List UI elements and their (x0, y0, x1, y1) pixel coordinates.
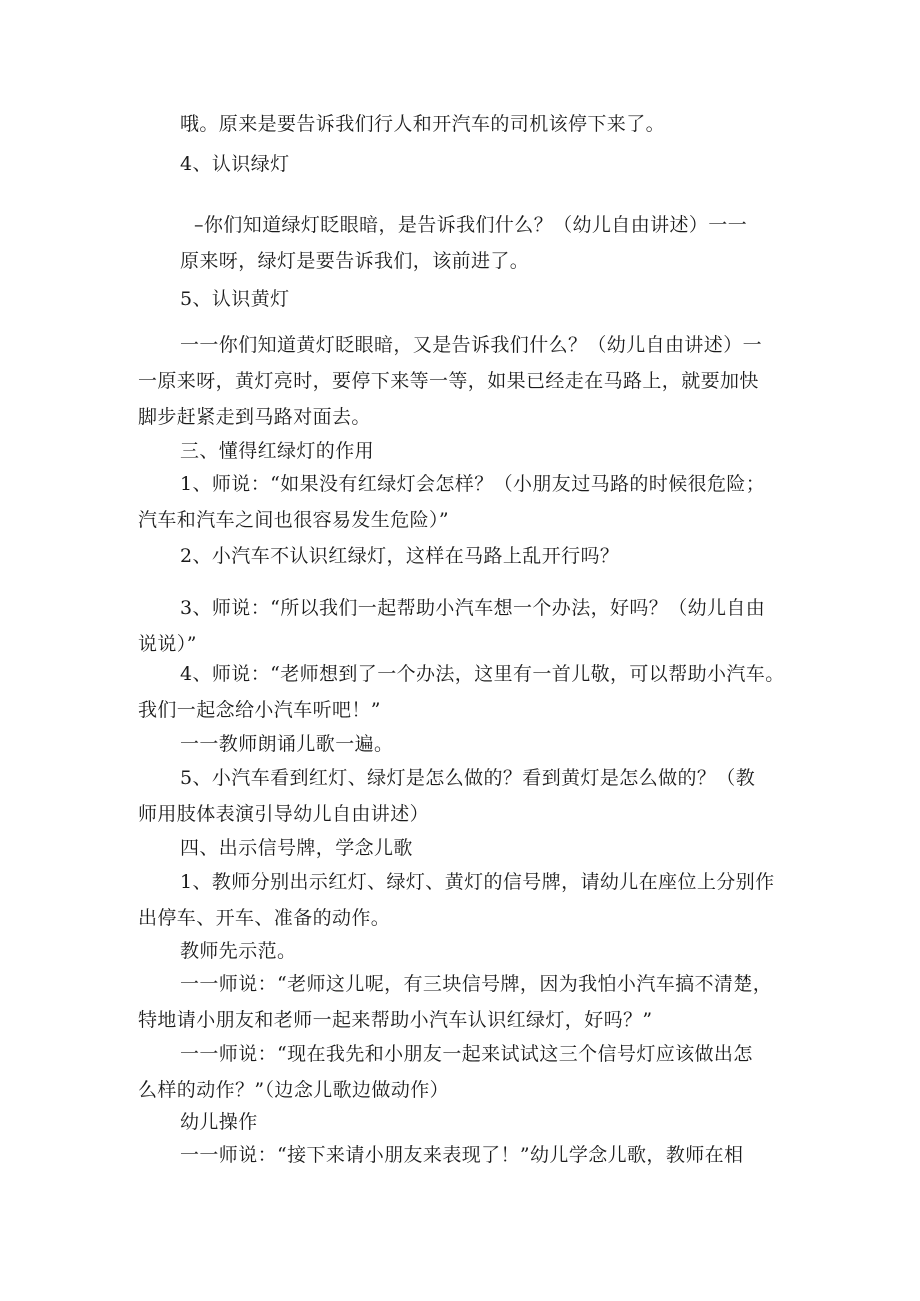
section-heading (138, 146, 790, 182)
section-heading (138, 433, 790, 469)
paragraph (138, 207, 790, 279)
text-line: 出停车、开车、准备的动作。 (138, 907, 391, 929)
section-heading (138, 281, 790, 317)
section-heading (138, 830, 790, 866)
text-line: 4、师说：“老师想到了一个办法，这里有一首儿敬，可以帮助小汽车。 (180, 663, 785, 685)
text-line: 一原来呀，黄灯亮时，要停下来等一等，如果已经走在马路上，就要加快 (138, 370, 759, 392)
text-line: 么样的动作？”（边念儿歌边做动作） (138, 1079, 450, 1101)
text-line: 1、教师分别出示红灯、绿灯、黄灯的信号牌，请幼儿在座位上分别作 (180, 871, 775, 893)
text-line: 教师先示范。 (180, 940, 297, 962)
text-line: 脚步赶紧走到马路对面去。 (138, 406, 371, 428)
text-line: 原来呀，绿灯是要告诉我们，该前进了。 (180, 250, 530, 272)
text-line: 特地请小朋友和老师一起来帮助小汽车认识红绿灯，好吗？” (138, 1009, 653, 1031)
paragraph (138, 933, 790, 969)
text-line: 一一师说：“现在我先和小朋友一起来试试这三个信号灯应该做出怎 (180, 1043, 753, 1065)
paragraph (138, 1036, 790, 1108)
text-line: 一一你们知道黄灯眨眼暗，又是告诉我们什么？（幼儿自由讲述）一 (180, 334, 763, 356)
text-line: 师用肢体表演引导幼儿自由讲述） (138, 803, 430, 825)
paragraph (138, 1137, 790, 1173)
paragraph (138, 864, 790, 936)
text-line: 三、懂得红绿灯的作用 (180, 440, 375, 462)
text-line: 汽车和汽车之间也很容易发生危险）” (138, 509, 450, 531)
paragraph (138, 590, 790, 662)
text-line: 一一师说：“接下来请小朋友来表现了！”幼儿学念儿歌，教师在相 (180, 1144, 744, 1166)
paragraph (138, 966, 790, 1038)
text-line: 我们一起念给小汽车听吧！” (138, 699, 381, 721)
text-line: –你们知道绿灯眨眼暗，是告诉我们什么？（幼儿自由讲述）一一 (194, 214, 748, 236)
paragraph (138, 106, 790, 142)
paragraph (138, 466, 790, 538)
text-line: 四、出示信号牌，学念儿歌 (180, 837, 413, 859)
text-line: 1、师说：“如果没有红绿灯会怎样？（小朋友过马路的时候很危险； (180, 473, 766, 495)
text-line: 5、小汽车看到红灯、绿灯是怎么做的？看到黄灯是怎么做的？（教 (180, 767, 756, 789)
text-line: 4、认识绿灯 (180, 153, 290, 175)
text-line: 说说）” (138, 633, 197, 655)
paragraph (138, 538, 790, 574)
text-line: 2、小汽车不认识红绿灯，这样在马路上乱开行吗？ (180, 545, 620, 567)
text-line: 5、认识黄灯 (180, 288, 290, 310)
text-line: 一一师说：“老师这儿呢，有三块信号牌，因为我怕小汽车搞不清楚， (180, 973, 773, 995)
paragraph (138, 1104, 790, 1140)
text-line: 哦。原来是要告诉我们行人和开汽车的司机该停下来了。 (180, 113, 666, 135)
text-line: 幼儿操作 (180, 1111, 258, 1133)
text-line: 一一教师朗诵儿歌一遍。 (180, 733, 394, 755)
paragraph (138, 760, 790, 832)
paragraph (138, 726, 790, 762)
paragraph (138, 327, 790, 435)
text-line: 3、师说：“所以我们一起帮助小汽车想一个办法，好吗？（幼儿自由 (180, 597, 766, 619)
paragraph (138, 656, 790, 728)
